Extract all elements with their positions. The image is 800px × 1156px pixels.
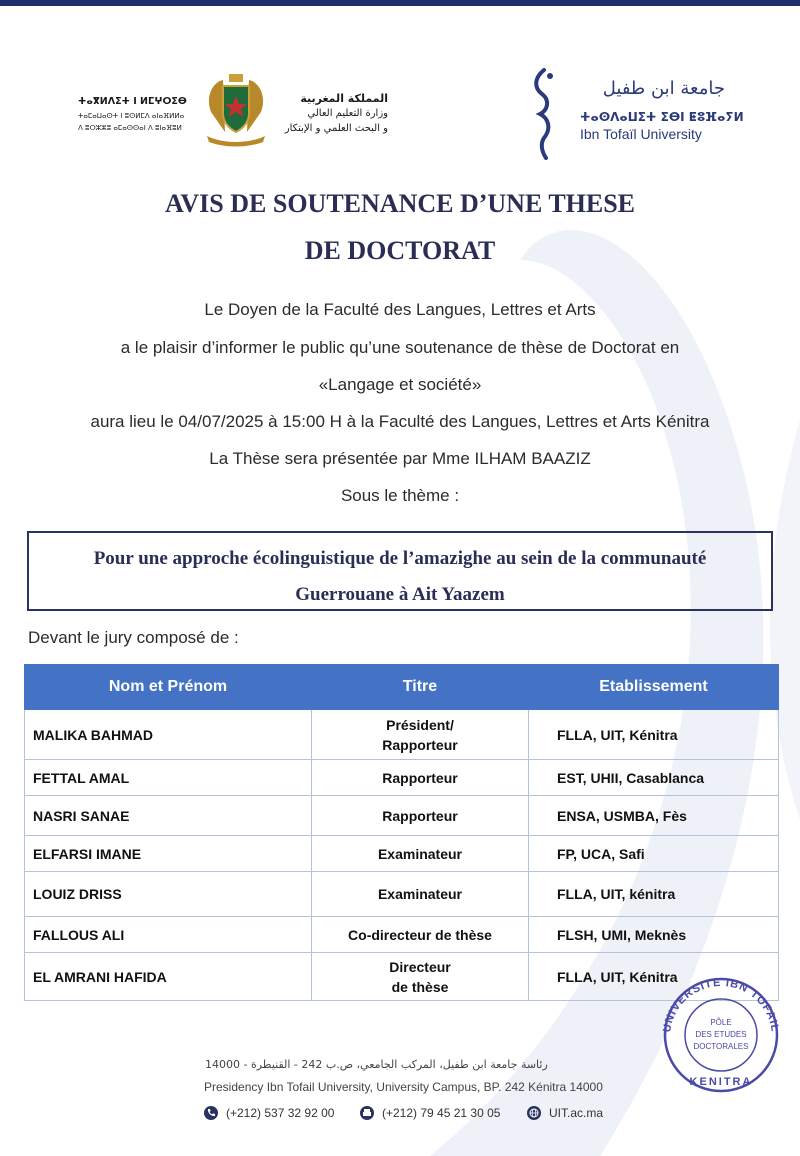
footer-phone — [204, 1106, 334, 1120]
page-title-line-1: AVIS DE SOUTENANCE D’UNE THESE — [164, 189, 636, 218]
jury-name: ELFARSI IMANE — [25, 836, 312, 872]
jury-title-line-1: Président/ — [386, 716, 454, 733]
jury-etab: ENSA, USMBA, Fès — [529, 796, 779, 836]
university-english-name: Ibn Tofaïl University — [580, 126, 702, 142]
footer-fax — [360, 1106, 500, 1120]
tifinagh-line-3: ⴷ ⵓⵔⵣⵣⵓ ⴰⵎⴰⵙⵙⴰⵏ ⴷ ⵓⵏⴰⴼⵓⵍ — [78, 124, 182, 132]
table-row — [25, 710, 779, 760]
jury-name: MALIKA BAHMAD — [25, 710, 312, 760]
jury-etab: FLLA, UIT, Kénitra — [529, 710, 779, 760]
header-title: Titre — [312, 665, 529, 710]
header-etab: Etablissement — [529, 665, 779, 710]
fax-number: (+212) 79 45 21 30 05 — [382, 1106, 501, 1120]
university-tifinagh-name: ⵜⴰⵙⴷⴰⵡⵉⵜ ⵉⴱⵏ ⵟⵓⴼⴰⵢⵍ — [580, 110, 744, 124]
stamp-inner-3: DOCTORALES — [693, 1042, 749, 1051]
fax-icon — [360, 1106, 374, 1120]
jury-etab: FLLA, UIT, Kénitra — [529, 953, 779, 1001]
table-row — [25, 836, 779, 872]
jury-title: Co-directeur de thèse — [312, 917, 529, 953]
jury-etab: FLLA, UIT, kénitra — [529, 872, 779, 917]
jury-title — [312, 953, 529, 1001]
table-row — [25, 872, 779, 917]
jury-name: FALLOUS ALI — [25, 917, 312, 953]
ministry-header — [58, 72, 398, 152]
jury-intro: Devant le jury composé de : — [28, 628, 239, 647]
stamp-inner-2: DES ETUDES — [695, 1030, 747, 1039]
university-arabic-name: جامعة ابن طفيل — [602, 78, 725, 99]
jury-etab: EST, UHII, Casablanca — [529, 760, 779, 796]
jury-title: Rapporteur — [312, 796, 529, 836]
ibn-tofail-logo-icon — [530, 68, 558, 160]
globe-icon — [527, 1106, 541, 1120]
arabic-kingdom: المملكة المغربية — [300, 92, 388, 105]
stamp-inner-1: PÔLE — [710, 1018, 732, 1027]
phone-icon — [204, 1106, 218, 1120]
body-line-2: a le plaisir d’informer le public qu’une soutenance de thèse de Doctorat en — [120, 338, 680, 357]
stamp-bottom-text: KENITRA — [689, 1076, 753, 1088]
table-header-row — [25, 665, 779, 710]
website-link[interactable]: UIT.ac.ma — [549, 1106, 604, 1120]
jury-title: Examinateur — [312, 836, 529, 872]
header-name: Nom et Prénom — [25, 665, 312, 710]
tifinagh-line-1: ⵜⴰⴳⵍⴷⵉⵜ ⵏ ⵍⵎⵖⵔⵉⴱ — [78, 96, 187, 107]
jury-title-line-2: de thèse — [391, 978, 449, 995]
body-line-1: Le Doyen de la Faculté des Langues, Lettres et Arts — [204, 300, 596, 319]
jury-etab: FP, UCA, Safi — [529, 836, 779, 872]
body-line-5: La Thèse sera présentée par Mme ILHAM BAAZIZ — [209, 449, 591, 468]
page-title-line-2: DE DOCTORAT — [304, 236, 496, 265]
jury-title: Rapporteur — [312, 760, 529, 796]
doctoral-stamp — [656, 975, 786, 1095]
table-row — [25, 760, 779, 796]
arabic-ministry: وزارة التعليم العالي — [307, 108, 388, 119]
tifinagh-line-2: ⵜⴰⵎⴰⵡⴰⵙⵜ ⵏ ⵓⵙⵍⵎⴷ ⴰⵏⴰⴼⵍⵍⴰ — [78, 112, 185, 120]
theme-box — [27, 531, 773, 611]
body-line-4: aura lieu le 04/07/2025 à 15:00 H à la Faculté des Langues, Lettres et Arts Kénitra — [90, 412, 710, 431]
phone-number: (+212) 537 32 92 00 — [226, 1106, 335, 1120]
theme-line-1: Pour une approche écolinguistique de l’amazighe au sein de la communauté — [93, 548, 707, 569]
footer-english-address: Presidency Ibn Tofail University, University Campus, BP. 242 Kénitra 14000 — [204, 1080, 603, 1094]
jury-name: NASRI SANAE — [25, 796, 312, 836]
jury-name: EL AMRANI HAFIDA — [25, 953, 312, 1001]
footer-web[interactable] — [527, 1106, 603, 1120]
jury-title-line-2: Rapporteur — [382, 736, 458, 753]
jury-name: LOUIZ DRISS — [25, 872, 312, 917]
table-row — [25, 917, 779, 953]
body-line-6: Sous le thème : — [340, 486, 460, 505]
jury-etab: FLSH, UMI, Meknès — [529, 917, 779, 953]
jury-name: FETTAL AMAL — [25, 760, 312, 796]
jury-title — [312, 710, 529, 760]
body-line-3: «Langage et société» — [318, 375, 482, 394]
stamp-outer-text: UNIVERSITE IBN TOFAIL — [661, 976, 781, 1034]
university-header — [530, 62, 750, 162]
theme-line-2: Guerrouane à Ait Yaazem — [295, 584, 505, 605]
moroccan-coat-of-arms-icon — [203, 72, 269, 148]
footer-arabic-address: رئاسة جامعة ابن طفيل، المركب الجامعي، ص.ب 242 - القنيطرة - 14000 — [205, 1058, 548, 1071]
jury-table — [24, 664, 779, 1001]
table-row — [25, 796, 779, 836]
jury-title-line-1: Directeur — [389, 958, 451, 975]
jury-title: Examinateur — [312, 872, 529, 917]
arabic-research: و البحث العلمي و الإبتكار — [284, 123, 388, 134]
